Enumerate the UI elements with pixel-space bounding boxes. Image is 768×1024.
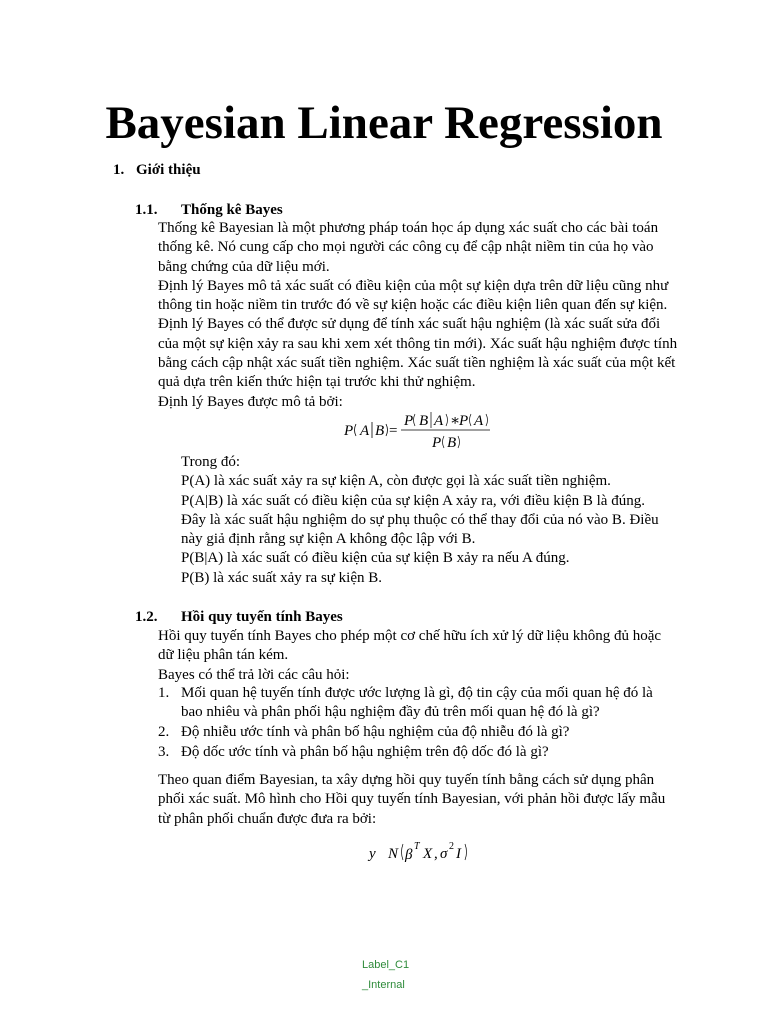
formula-symbol: B (419, 413, 429, 429)
section-1-heading (113, 160, 201, 180)
formula-symbol: y (369, 846, 376, 862)
formula-symbol: , (434, 846, 438, 862)
list-item (158, 743, 678, 762)
paragraph: Bayes có thể trả lời các câu hỏi: (158, 666, 350, 683)
paragraph: Định lý Bayes được mô tả bởi: (158, 393, 343, 410)
section-1-number: 1. (113, 162, 125, 178)
definition-line: P(A|B) là xác suất có điều kiện của sự kiện A xảy ra, với điều kiện B là đúng. Đây là xác suất hậu nghiệm do sự phụ thuộc có thể thay đổi của nó vào B. Điều này giả định rằng sự kiện A không độc lập với B. (181, 492, 659, 548)
questions-list (158, 684, 678, 763)
model-formula (0, 838, 768, 868)
formula-symbol: ∗ (450, 413, 461, 429)
list-number: 3. (158, 744, 170, 761)
section-1-1-heading (135, 200, 283, 220)
formula-symbol: A (434, 413, 444, 429)
formula-symbol: I (456, 846, 461, 862)
definitions-list (181, 453, 671, 588)
bayes-formula (0, 408, 768, 454)
section-1-2-heading (135, 607, 343, 627)
paragraph: Định lý Bayes mô tả xác suất có điều kiện của một sự kiện dựa trên dữ liệu cũng như thông tin hoặc niềm tin trước đó về sự kiện hoặc các điều kiện liên quan đến sự kiện. Định lý Bayes có thể được sử dụng để tính xác suất hậu nghiệm (là xác suất sửa đổi của một sự kiện xảy ra sau khi xem xét thông tin mới). Xác suất hậu nghiệm được tính bằng cách cập nhật xác suất tiền nghiệm. Xác suất tiền nghiệm là xác suất của một kết quả dựa trên kiến thức hiện tại trước khi thử nghiệm. (158, 277, 678, 391)
list-number: 2. (158, 724, 170, 741)
section-1-2-title: Hồi quy tuyến tính Bayes (181, 609, 343, 625)
formula-symbol: B (447, 435, 457, 451)
paragraph: Thống kê Bayesian là một phương pháp toán học áp dụng xác suất cho các bài toán thống kê. Nó cung cấp cho mọi người các công cụ để cập nhật niềm tin của họ vào bằng chứng của dữ liệu mới. (158, 220, 659, 275)
document-title: Bayesian Linear Regression (105, 97, 663, 149)
formula-symbol: β (405, 847, 413, 863)
formula-symbol: σ (440, 846, 448, 862)
formula-symbol: A (474, 413, 484, 429)
section-1-1-body (158, 219, 678, 412)
list-text: Độ nhiễu ước tính và phân bố hậu nghiệm của độ nhiễu đó là gì? (181, 724, 570, 741)
section-1-2-closing (158, 771, 678, 829)
list-item (158, 723, 678, 742)
paragraph: Hồi quy tuyến tính Bayes cho phép một cơ chế hữu ích xử lý dữ liệu không đủ hoặc dữ liệu phân tán kém. (158, 628, 662, 664)
section-1-1-number: 1.1. (135, 202, 158, 218)
section-1-title: Giới thiệu (136, 162, 201, 178)
formula-symbol: = (389, 423, 398, 439)
definition-line: P(A) là xác suất xảy ra sự kiện A, còn được gọi là xác suất tiền nghiệm. (181, 473, 611, 490)
section-1-2-number: 1.2. (135, 609, 158, 625)
paragraph: Theo quan điểm Bayesian, ta xây dựng hồi quy tuyến tính bằng cách sử dụng phân phối xác suất. Mô hình cho Hồi quy tuyến tính Bayesian, với phản hồi được lấy mẫu từ phân phối chuẩn được đưa ra bởi: (158, 772, 666, 827)
list-text: Độ dốc ước tính và phân bố hậu nghiệm trên độ dốc đó là gì? (181, 744, 549, 761)
formula-symbol: P (404, 413, 414, 429)
formula-symbol: A (360, 423, 370, 439)
list-text: Mối quan hệ tuyến tính được ước lượng là gì, độ tin cậy của mối quan hệ đó là bao nhiêu và phân phối hậu nghiệm đầy đủ trên mối quan hệ đó là gì? (181, 685, 653, 721)
definition-line: P(B) là xác suất xảy ra sự kiện B. (181, 569, 382, 586)
formula-symbol: P (344, 423, 354, 439)
list-item (158, 684, 678, 723)
formula-symbol: P (459, 413, 469, 429)
formula-symbol: N (388, 846, 399, 862)
formula-symbol: 2 (449, 841, 454, 852)
formula-symbol: P (432, 435, 442, 451)
section-1-1-title: Thống kê Bayes (181, 202, 283, 218)
formula-symbol: X (423, 846, 433, 862)
formula-symbol: T (414, 841, 420, 852)
formula-symbol: B (375, 423, 385, 439)
definition-line: Trong đó: (181, 454, 241, 470)
list-number: 1. (158, 685, 170, 701)
section-1-2-intro (158, 627, 678, 685)
classification-label: Label_C1_Internal (362, 959, 410, 991)
definition-line: P(B|A) là xác suất có điều kiện của sự kiện B xảy ra nếu A đúng. (181, 550, 570, 567)
